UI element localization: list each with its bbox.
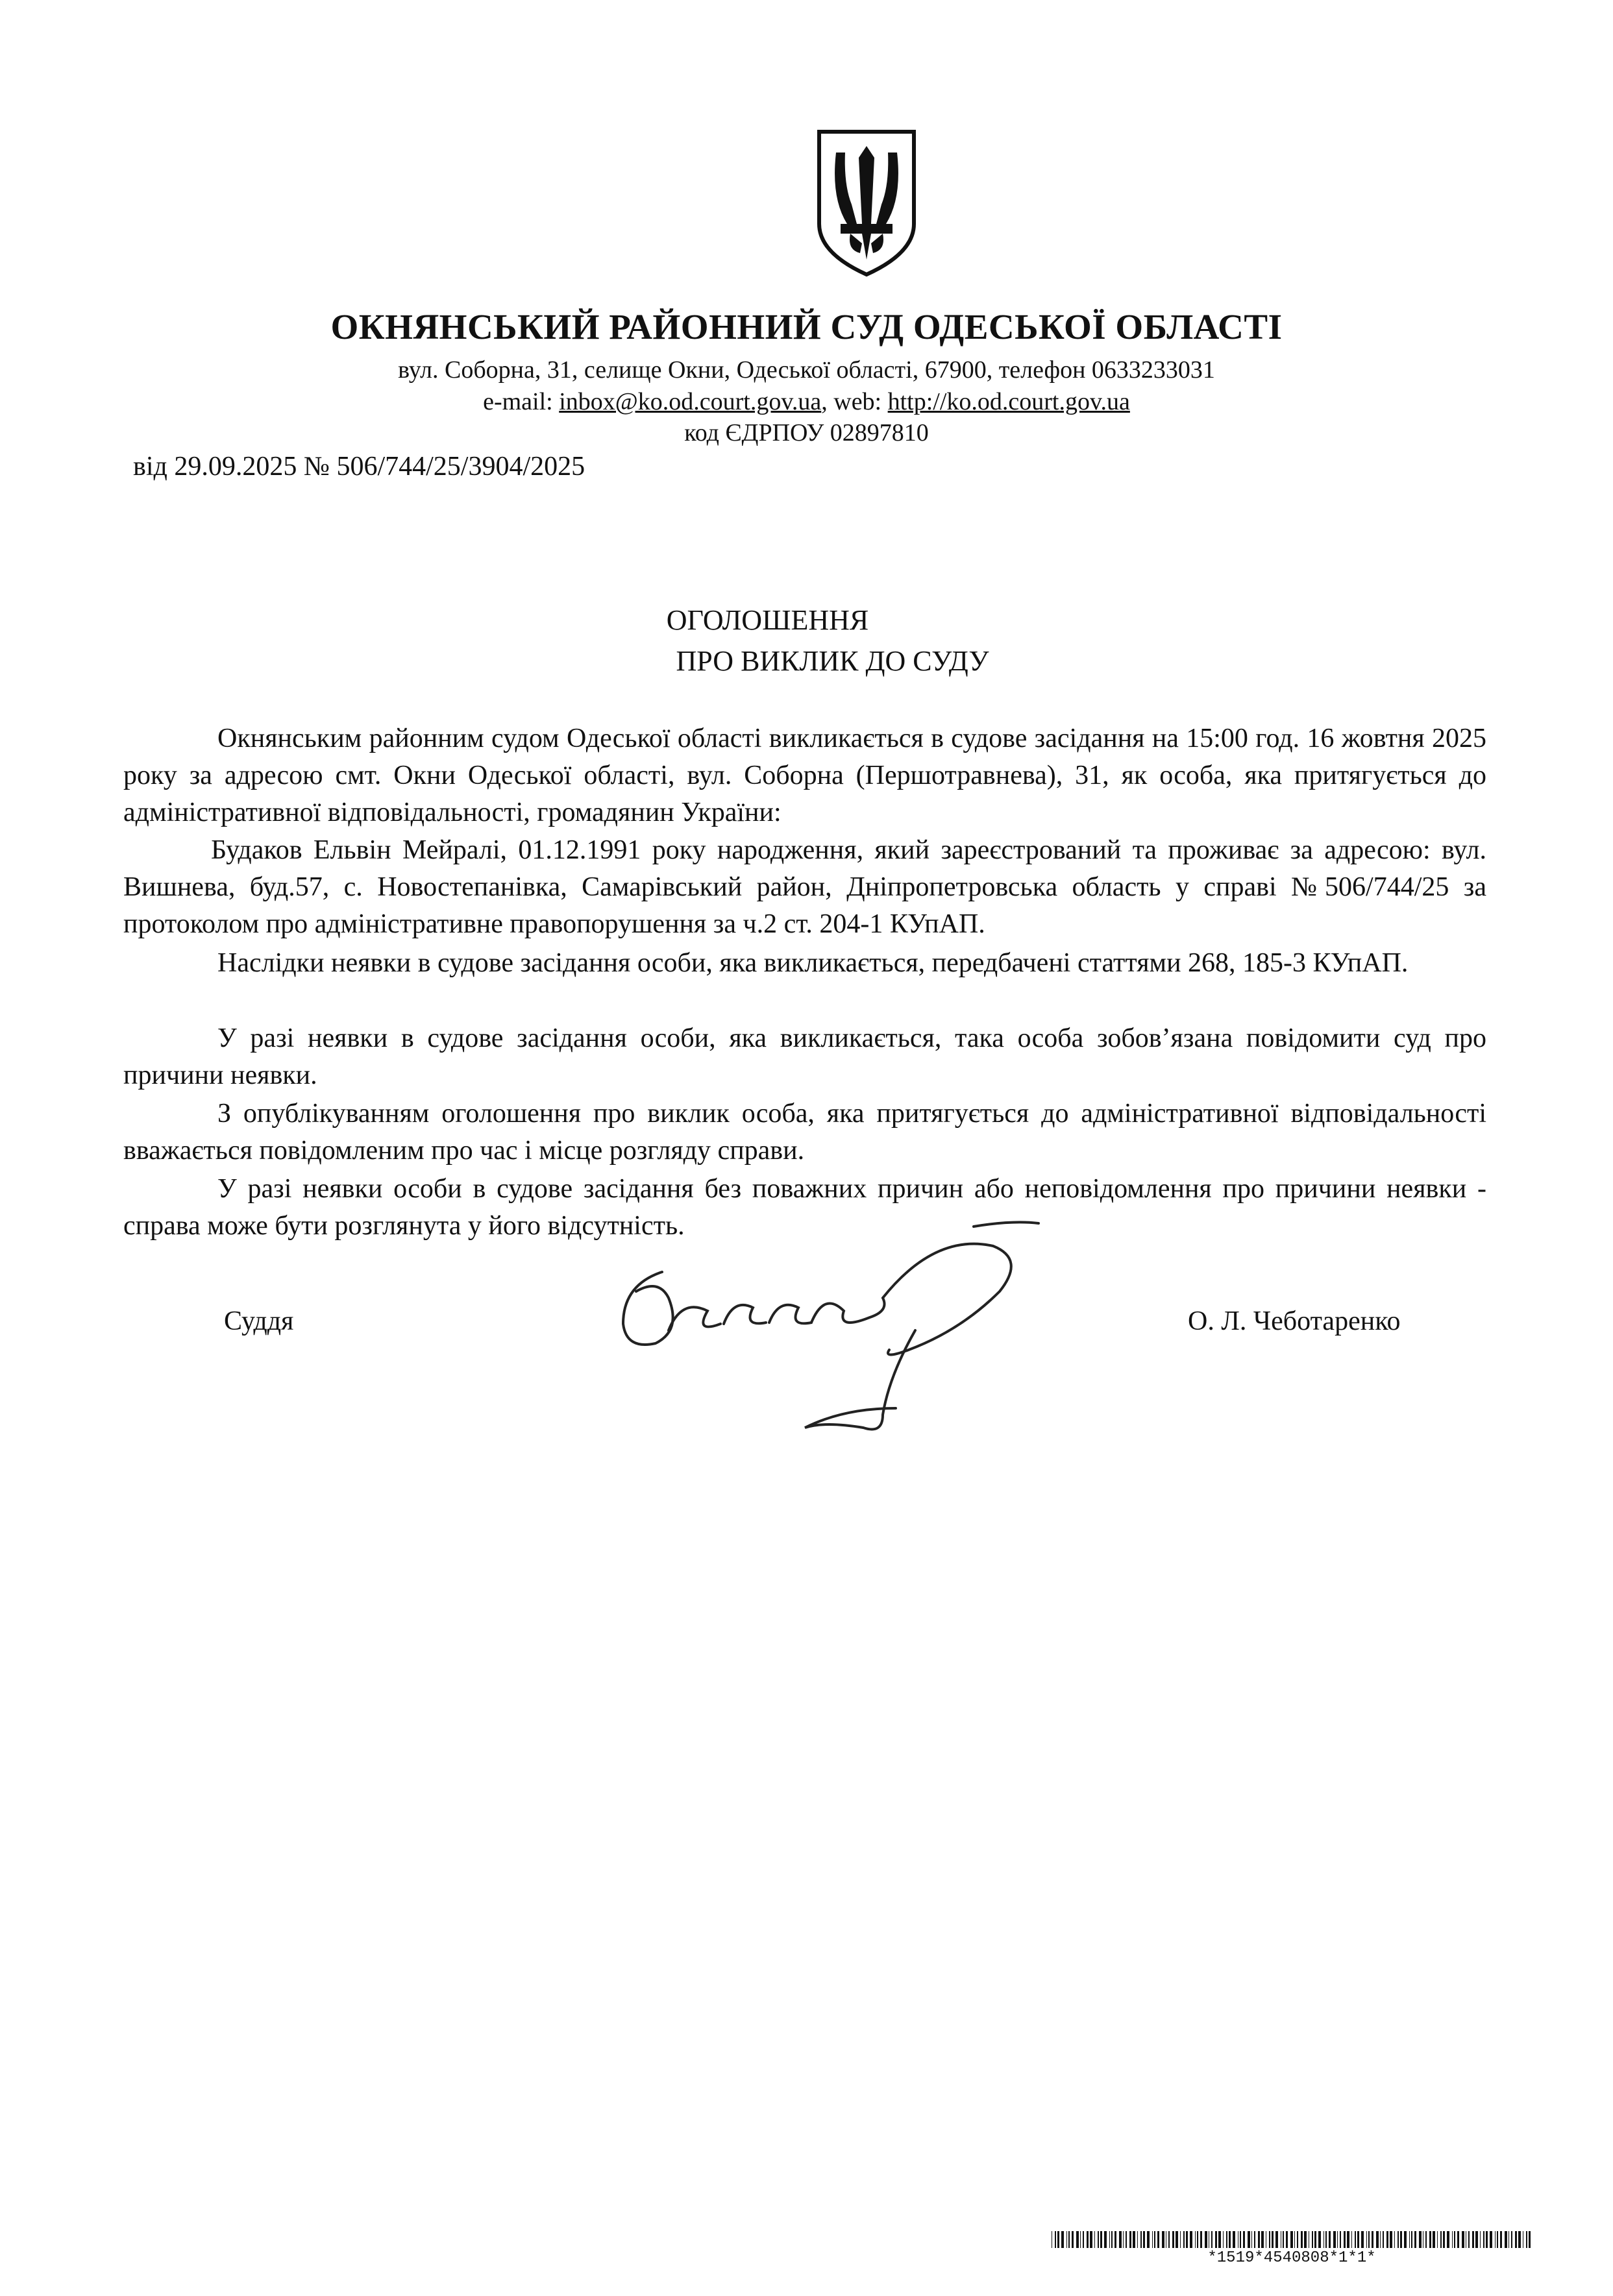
barcode-text: *1519*4540808*1*1* bbox=[1207, 2249, 1376, 2267]
handwritten-signature bbox=[610, 1220, 1103, 1454]
paragraph-absence: У разі неявки особи в судове засідання без поважних причин або неповідомлення про причини неявки - справа може бути розглянута у його відсутність. bbox=[123, 1174, 1486, 1241]
court-name: ОКНЯНСЬКИЙ РАЙОННИЙ СУД ОДЕСЬКОЇ ОБЛАСТІ bbox=[330, 307, 1283, 347]
paragraph-person: Будаков Ельвін Мейралі, 01.12.1991 року народження, який зареєстрований та проживає за адресою: вул. Вишнева, буд.57, с. Новостепанівка, Самарівський район, Дніпропетровська область у справі №506/744/25 за протоколом про адміністративне правопорушення за ч.2 ст. 204-1 КУпАП. bbox=[123, 835, 1486, 939]
notice-subtitle: ПРО ВИКЛИК ДО СУДУ bbox=[676, 645, 989, 677]
document-reference: від 29.09.2025 № 506/744/25/3904/2025 bbox=[133, 452, 585, 482]
paragraph-notify-duty: У разі неявки в судове засідання особи, яка викликається, така особа зобов’язана повідомити суд про причини неявки. bbox=[123, 1023, 1486, 1090]
paragraph-publication: З опублікуванням оголошення про виклик особа, яка притягується до адміністративної відповідальності вважається повідомленим про час і місце розгляду справи. bbox=[123, 1099, 1486, 1166]
coat-of-arms-icon bbox=[811, 127, 922, 279]
judge-name: О. Л. Чеботаренко bbox=[1188, 1306, 1401, 1336]
notice-title: ОГОЛОШЕННЯ bbox=[666, 604, 869, 636]
judge-label: Суддя bbox=[224, 1306, 294, 1336]
paragraph-consequences: Наслідки неявки в судове засідання особи, яка викликається, передбачені статтями 268, 185-3 КУпАП. bbox=[217, 948, 1409, 978]
edrpou-code: код ЄДРПОУ 02897810 bbox=[684, 419, 929, 446]
barcode-icon bbox=[1052, 2231, 1532, 2248]
email-label: e-mail: bbox=[483, 388, 560, 415]
court-address: вул. Соборна, 31, селище Окни, Одеської області, 67900, телефон 0633233031 bbox=[398, 356, 1215, 384]
paragraph-summons: Окнянським районним судом Одеської області викликається в судове засідання на 15:00 год. 16 жовтня 2025 року за адресою смт. Окни Одеської області, вул. Соборна (Першотравнева), 31, як особа, яка притягується до адміністративної відповідальності, громадянин України: bbox=[123, 724, 1486, 827]
web-link[interactable]: http://ko.od.court.gov.ua bbox=[887, 388, 1130, 415]
email-link[interactable]: inbox@ko.od.court.gov.ua bbox=[559, 388, 822, 415]
court-contacts bbox=[0, 387, 1613, 416]
web-label: , web: bbox=[821, 388, 888, 415]
